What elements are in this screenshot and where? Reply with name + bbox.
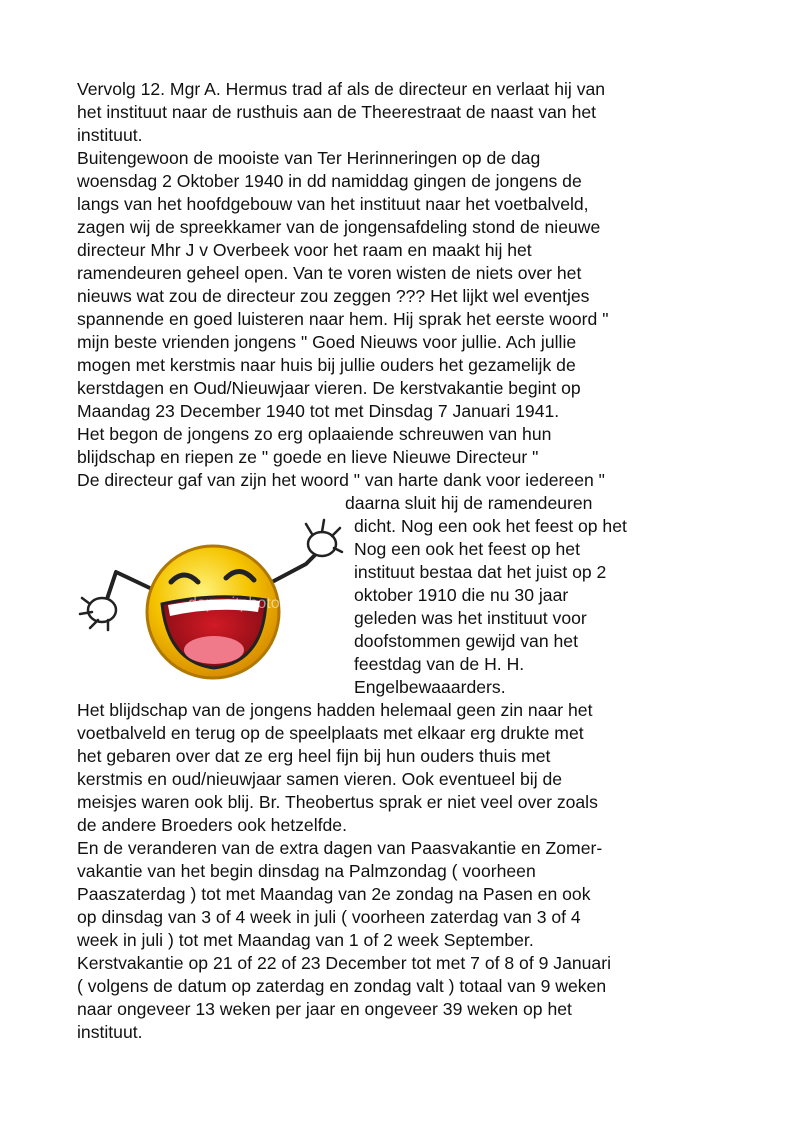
text-line: mogen met kerstmis naar huis bij jullie ouders het gezamelijk de bbox=[77, 355, 576, 375]
text-line-side: dicht. Nog een ook het feest op het bbox=[354, 516, 627, 536]
text-line: Kerstvakantie op 21 of 22 of 23 December tot met 7 of 8 of 9 Januari bbox=[77, 953, 611, 973]
text-line-side: doofstommen gewijd van het bbox=[354, 631, 578, 651]
text-line: naar ongeveer 13 weken per jaar en ongeveer 39 weken op het bbox=[77, 999, 572, 1019]
text-line: ( volgens de datum op zaterdag en zondag valt ) totaal van 9 weken bbox=[77, 976, 607, 996]
text-line: zagen wij de spreekkamer van de jongensafdeling stond de nieuwe bbox=[77, 217, 601, 237]
text-line: het gebaren over dat ze erg heel fijn bij hun ouders thuis met bbox=[77, 746, 551, 766]
text-line: vakantie van het begin dinsdag na Palmzondag ( voorheen bbox=[77, 861, 536, 881]
text-line: Maandag 23 December 1940 tot met Dinsdag 7 Januari 1941. bbox=[77, 401, 560, 421]
text-line: meisjes waren ook blij. Br. Theobertus sprak er niet veel over zoals bbox=[77, 792, 598, 812]
text-line: kerstdagen en Oud/Nieuwjaar vieren. De kerstvakantie begint op bbox=[77, 378, 581, 398]
right-arm bbox=[272, 552, 318, 582]
tongue bbox=[184, 636, 244, 664]
text-line: Buitengewoon de mooiste van Ter Herinneringen op de dag bbox=[77, 148, 541, 168]
text-line: woensdag 2 Oktober 1940 in dd namiddag gingen de jongens de bbox=[77, 171, 582, 191]
text-line: directeur Mhr J v Overbeek voor het raam en maakt hij het bbox=[77, 240, 532, 260]
text-line: Het begon de jongens zo erg oplaaiende schreuwen van hun bbox=[77, 424, 552, 444]
left-glove bbox=[80, 598, 116, 630]
text-line: mijn beste vrienden jongens " Goed Nieuws voor jullie. Ach jullie bbox=[77, 332, 577, 352]
text-line: ramendeuren geheel open. Van te voren wisten de niets over het bbox=[77, 263, 582, 283]
text-line-side: geleden was het instituut voor bbox=[354, 608, 587, 628]
text-line: instituut. bbox=[77, 125, 143, 145]
text-line: week in juli ) tot met Maandag van 1 of 2 week September. bbox=[77, 930, 534, 950]
text-line-side: oktober 1910 die nu 30 jaar bbox=[354, 585, 569, 605]
text-line: spannende en goed luisteren naar hem. Hij sprak het eerste woord " bbox=[77, 309, 609, 329]
watermark-text: depositphotos bbox=[188, 595, 288, 612]
text-line-side: daarna sluit hij de ramendeuren bbox=[345, 493, 593, 513]
text-line-side: Engelbewaaarders. bbox=[354, 677, 506, 697]
text-line: En de veranderen van de extra dagen van Paasvakantie en Zomer- bbox=[77, 838, 603, 858]
text-line: instituut. bbox=[77, 1022, 143, 1042]
text-line: op dinsdag van 3 of 4 week in juli ( voorheen zaterdag van 3 of 4 bbox=[77, 907, 581, 927]
text-line-side: instituut bestaa dat het juist op 2 bbox=[354, 562, 607, 582]
text-line: nieuws wat zou de directeur zou zeggen ??? Het lijkt wel eventjes bbox=[77, 286, 590, 306]
text-line: de andere Broeders ook hetzelfde. bbox=[77, 815, 347, 835]
right-glove bbox=[306, 520, 342, 556]
text-line: blijdschap en riepen ze " goede en lieve Nieuwe Directeur " bbox=[77, 447, 539, 467]
laughing-smiley-icon bbox=[76, 512, 344, 692]
text-line: Paaszaterdag ) tot met Maandag van 2e zondag na Pasen en ook bbox=[77, 884, 591, 904]
text-line-side: feestdag van de H. H. bbox=[354, 654, 525, 674]
text-line: het instituut naar de rusthuis aan de Theerestraat de naast van het bbox=[77, 102, 597, 122]
text-line: voetbalveld en terug op de speelplaats met elkaar erg drukte met bbox=[77, 723, 584, 743]
text-line: Vervolg 12. Mgr A. Hermus trad af als de directeur en verlaat hij van bbox=[77, 79, 606, 99]
text-line: langs van het hoofdgebouw van het instituut naar het voetbalveld, bbox=[77, 194, 589, 214]
text-line-side: Nog een ook het feest op het bbox=[354, 539, 580, 559]
text-line: De directeur gaf van zijn het woord " van harte dank voor iedereen " bbox=[77, 470, 605, 490]
text-line: Het blijdschap van de jongens hadden helemaal geen zin naar het bbox=[77, 700, 593, 720]
text-line: kerstmis en oud/nieuwjaar samen vieren. Ook eventueel bij de bbox=[77, 769, 563, 789]
left-arm bbox=[106, 572, 154, 602]
